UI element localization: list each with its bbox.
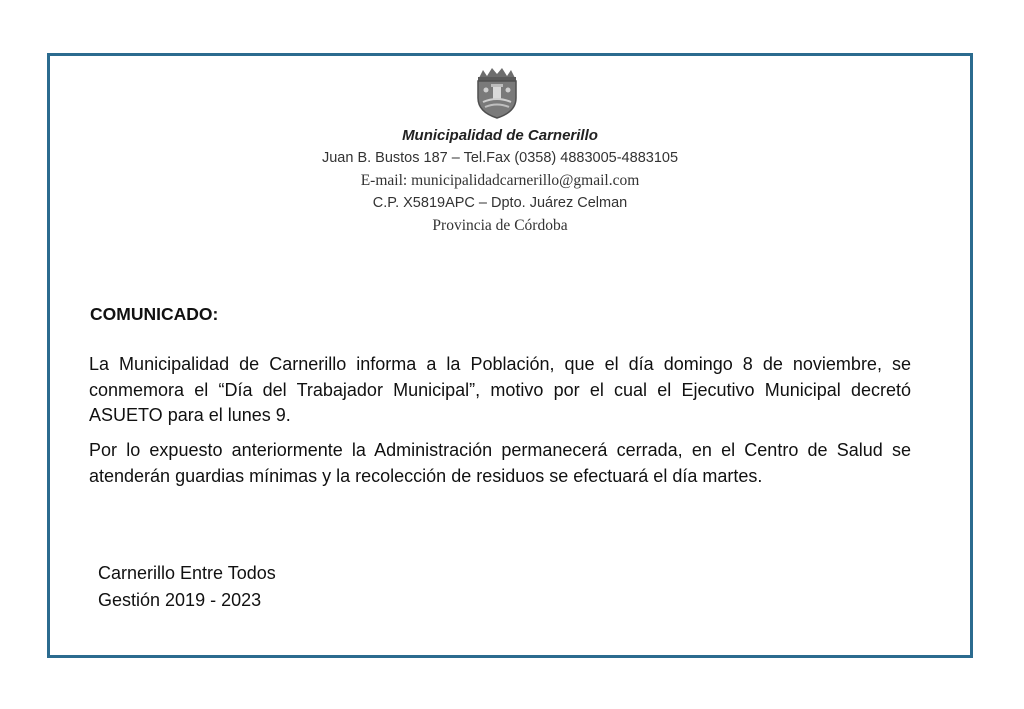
signature-slogan: Carnerillo Entre Todos [98, 563, 276, 583]
signature-term: Gestión 2019 - 2023 [98, 590, 262, 610]
crest-icon [473, 66, 521, 120]
province-line: Provincia de Córdoba [432, 217, 568, 234]
address-line: Juan B. Bustos 187 – Tel.Fax (0358) 4883005-4883105 [321, 150, 679, 166]
notice-heading: COMUNICADO: [90, 304, 219, 324]
email-line: E-mail: municipalidadcarnerillo@gmail.com [360, 172, 640, 189]
postal-line: C.P. X5819APC – Dpto. Juárez Celman [372, 195, 628, 211]
notice-paragraph-2: Por lo expuesto anteriormente la Administración permanecerá cerrada, en el Centro de Salud se atenderán guardias mínimas y la recolección de residuos se efectuará el día martes. [89, 440, 911, 486]
org-name: Municipalidad de Carnerillo [402, 127, 598, 144]
notice-paragraph-1: La Municipalidad de Carnerillo informa a la Población, que el día domingo 8 de noviembre, se conmemora el “Día del Trabajador Municipal”, motivo por el cual el Ejecutivo Municipal decretó ASUETO para el lunes 9. [89, 354, 911, 425]
